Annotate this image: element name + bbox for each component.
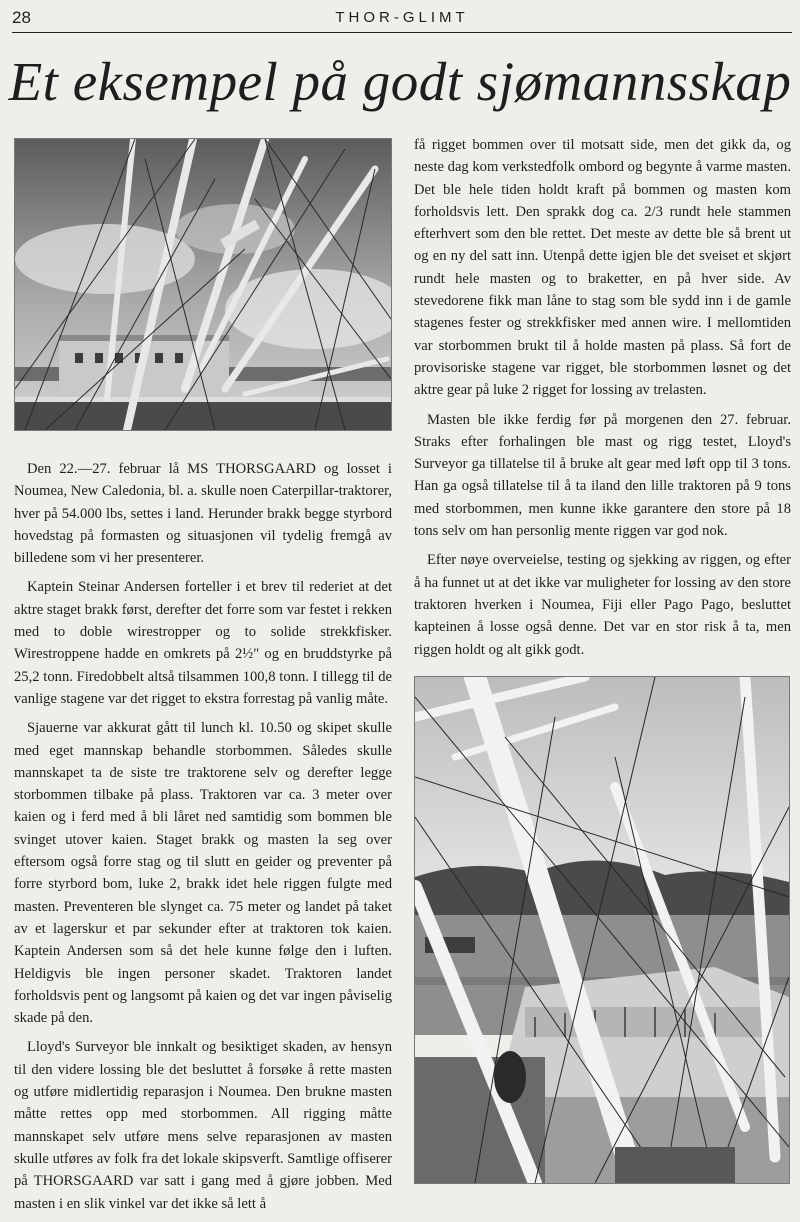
article-paragraph: Lloyd's Surveyor ble innkalt og besiktiget skaden, av hensyn til den videre lossing ble det besluttet å forsøke å rette masten og utføre midlertidig reparasjon i Noumea. Den brukne masten måtte rettes opp med storbommen. All rigging måtte mannskapet selv utføre mens selve reparasjonen av masten skulle utføres av folk fra det lokale skipsverft. Samtlige offiserer på THORSGAARD var satt i gang med å gjøre jobben. Med masten i en slik vinkel var det ikke så lett å <box>14 1039 392 1212</box>
article-paragraph: Kaptein Steinar Andersen forteller i et brev til rederiet at det aktre staget brakk først, derefter det forre som var festet i rekken med to doble wirestropper og to solide strekkfisker. Wirestroppene hadde en omkrets på 2½" og en bruddstyrke på 25,2 tonn. Firedobbelt altså tilsammen 100,8 tonn. I tillegg til de vanlige stagene var det rigget to ekstra forrestag på vanlig måte. <box>14 579 392 707</box>
page-header <box>12 6 792 33</box>
ship-mast-rigging-harbour-photo <box>414 676 790 1184</box>
article-left-column <box>14 458 392 1222</box>
article-paragraph: Den 22.—27. februar lå MS THORSGAARD og losset i Noumea, New Caledonia, bl. a. skulle noen Caterpillar-traktorer, hver på 54.000 lbs, settes i land. Herunder brakk begge styrbord hovedstag på formasten og situasjonen vil tydelig fremgå av billedene som vi her presenterer. <box>14 461 392 567</box>
article-right-column <box>414 134 791 668</box>
article-paragraph: få rigget bommen over til motsatt side, men det gikk da, og neste dag kom verkstedfolk ombord og begynte å varme masten. Det ble hele tiden holdt kraft på bommen og masten kom forholdsvis lett. Den sprakk dog ca. 2/3 rundt hele stammen efterhvert som den ble rettet. Det meste av dette ble så brent ut og en ny del satt inn. Utenpå dette igjen ble det sveiset et skjørt rundt hele masten og to braketter, en på hver side. Av stevedorene fikk man låne to stag som ble sydd inn i de gamle stagenes fester og strekkfisker med annen wire. I mellomtiden var storbommen brukt til å holde masten på plass. Så fort de provisoriske stagene var rigget, ble storbommen løsnet og det aktre gear på luke 2 rigget for lossing av trelasten. <box>414 137 791 399</box>
ship-deck-masts-photo <box>14 138 392 431</box>
magazine-name: THOR-GLIMT <box>335 9 469 26</box>
article-paragraph: Sjauerne var akkurat gått til lunch kl. 10.50 og skipet skulle med eget mannskap behandle storbommen. Således skulle mannskapet ta de siste tre traktorene selv og derefter legge storbommen tilbake på plass. Traktoren var ca. 3 meter over kaien og i ferd med å bli låret ned samtidig som bommen ble svinget utover kaien. Staget brakk og masten la seg over eftersom også forre stag og til slutt en geider og preventer på forre styrbord bom, luke 2, brakk idet hele riggen fulgte med masten. Preventeren ble slynget ca. 75 meter og landet på taket av et lagerskur et par sekunder efter at traktoren tok kaien. Kaptein Andersen som så det hele kunne følge den i luften. Heldigvis ble ingen personer skadet. Traktoren landet forholdsvis pent og langsomt på kaien og det var ingen påviselig skade på den. <box>14 720 392 1027</box>
article-title: Et eksempel på godt sjømannsskap <box>8 51 792 112</box>
article-paragraph: Masten ble ikke ferdig før på morgenen den 27. februar. Straks efter forhalingen ble mast og rigg testet, Lloyd's Surveyor ga tillatelse til å bruke alt gear med løft opp til 3 tons. Han ga også tillatelse til å ta iland den lille traktoren på 9 tons med storbommen, men kunne ikke garantere den store på 18 tons selv om han personlig mente riggen var god nok. <box>414 411 791 540</box>
page-number: 28 <box>12 8 31 27</box>
article-paragraph: Efter nøye overveielse, testing og sjekking av riggen, og efter å ha funnet ut at det ikke var muligheter for lossing av den store traktoren hverken i Noumea, Fiji eller Pago Pago, besluttet kapteinen å losse også denne. Det var en stor risk å ta, men riggen holdt og alt gikk godt. <box>414 552 791 658</box>
